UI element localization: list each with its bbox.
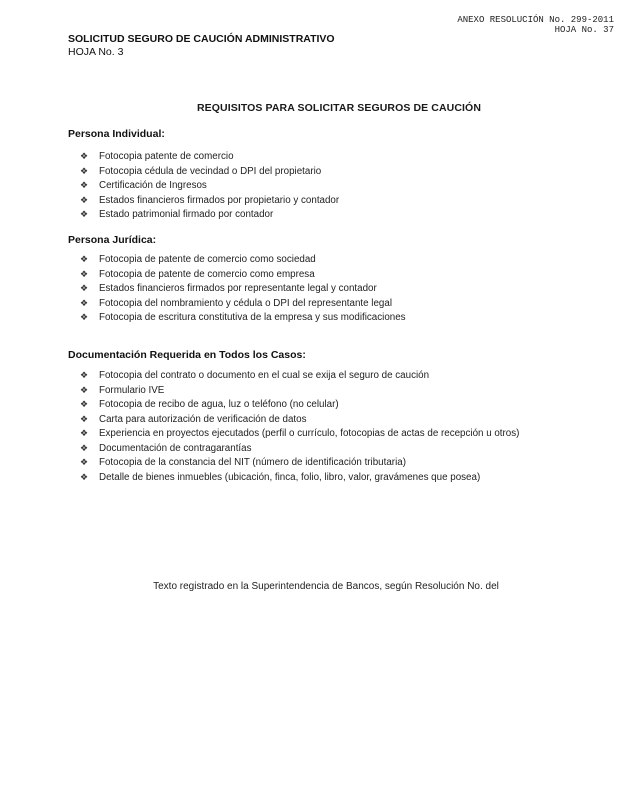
diamond-bullet-icon: ❖	[80, 298, 89, 309]
requirements-heading	[0, 102, 638, 114]
list-item: ❖ Estados financieros firmados por propietario y contador	[80, 194, 339, 209]
diamond-bullet-icon: ❖	[80, 284, 89, 294]
annex-resolution: ANEXO RESOLUCIÓN No. 299-2011	[457, 15, 614, 25]
diamond-bullet-icon: ❖	[80, 269, 89, 280]
list-item: ❖ Fotocopia de recibo de agua, luz o teléfono (no celular)	[80, 398, 519, 413]
diamond-bullet-icon: ❖	[80, 472, 89, 483]
list-item: ❖ Documentación de contragarantías	[80, 442, 519, 457]
diamond-bullet-icon: ❖	[80, 181, 89, 191]
list-item: ❖ Certificación de Ingresos	[80, 179, 339, 194]
list-item: ❖ Fotocopia de la constancia del NIT (número de identificación tributaria)	[80, 456, 519, 471]
list-item: ❖ Estados financieros firmados por representante legal y contador	[80, 282, 406, 297]
list-item: ❖ Fotocopia de escritura constitutiva de la empresa y sus modificaciones	[80, 311, 406, 326]
diamond-bullet-icon: ❖	[80, 210, 89, 220]
diamond-bullet-icon: ❖	[80, 458, 89, 468]
list-item: ❖ Experiencia en proyectos ejecutados (perfil o currículo, fotocopias de actas de recepción u otros)	[80, 427, 519, 442]
requirements-list-individual	[80, 150, 339, 223]
diamond-bullet-icon: ❖	[80, 443, 89, 454]
diamond-bullet-icon: ❖	[80, 313, 89, 323]
section-title-all-cases: Documentación Requerida en Todos los Casos:	[68, 349, 306, 361]
list-item: ❖ Fotocopia del nombramiento y cédula o DPI del representante legal	[80, 297, 406, 312]
diamond-bullet-icon: ❖	[80, 385, 89, 396]
section-title-juridica: Persona Jurídica:	[68, 234, 157, 246]
diamond-bullet-icon: ❖	[80, 152, 89, 162]
document-header	[68, 33, 335, 59]
annex-sheet-number: HOJA No. 37	[554, 25, 614, 35]
diamond-bullet-icon: ❖	[80, 429, 89, 439]
diamond-bullet-icon: ❖	[80, 414, 89, 425]
list-item: ❖ Fotocopia patente de comercio	[80, 150, 339, 165]
list-item: ❖ Estado patrimonial firmado por contador	[80, 208, 339, 223]
list-item: ❖ Fotocopia de patente de comercio como empresa	[80, 268, 406, 283]
annex-reference	[457, 15, 614, 35]
diamond-bullet-icon: ❖	[80, 255, 89, 265]
list-item: ❖ Detalle de bienes inmuebles (ubicación, finca, folio, libro, valor, gravámenes que posea)	[80, 471, 519, 486]
list-item: ❖ Fotocopia de patente de comercio como sociedad	[80, 253, 406, 268]
requirements-list-juridica	[80, 253, 406, 326]
requirements-heading-text: REQUISITOS PARA SOLICITAR SEGUROS DE CAUCIÓN	[196, 102, 482, 114]
list-item: ❖ Fotocopia del contrato o documento en el cual se exija el seguro de caución	[80, 369, 519, 384]
diamond-bullet-icon: ❖	[80, 400, 89, 410]
list-item: ❖ Formulario IVE	[80, 384, 519, 399]
registration-note-text: Texto registrado en la Superintendencia de Bancos, según Resolución No. del	[153, 581, 499, 592]
requirements-list-all-cases	[80, 369, 519, 485]
diamond-bullet-icon: ❖	[80, 371, 89, 381]
list-item: ❖ Carta para autorización de verificación de datos	[80, 413, 519, 428]
diamond-bullet-icon: ❖	[80, 166, 89, 177]
diamond-bullet-icon: ❖	[80, 195, 89, 206]
list-item: ❖ Fotocopia cédula de vecindad o DPI del propietario	[80, 165, 339, 180]
document-title: SOLICITUD SEGURO DE CAUCIÓN ADMINISTRATIVO	[68, 33, 335, 45]
document-sheet: HOJA No. 3	[68, 46, 124, 58]
registration-note	[0, 581, 638, 592]
section-title-individual: Persona Individual:	[68, 128, 165, 140]
